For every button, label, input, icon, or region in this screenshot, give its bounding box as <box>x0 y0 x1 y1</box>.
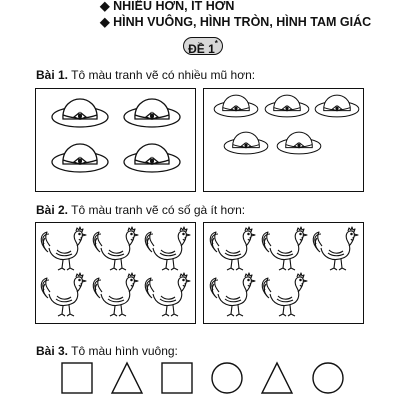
exercise-1-label: Bài 1. <box>36 68 69 82</box>
circle-shape-4[interactable] <box>212 363 242 393</box>
square-shape-3[interactable] <box>162 363 192 393</box>
triangle-shape-5[interactable] <box>262 363 292 393</box>
triangle-shape-2[interactable] <box>112 363 142 393</box>
exercise-2-text: Tô màu tranh vẽ có số gà ít hơn: <box>71 203 246 217</box>
square-shape-1[interactable] <box>62 363 92 393</box>
exercise-2-label: Bài 2. <box>36 203 69 217</box>
badge-mark: * <box>214 39 218 48</box>
exercise-3-text: Tô màu hình vuông: <box>71 344 178 358</box>
topic-1: ◆ NHIỀU HƠN, ÍT HƠN <box>100 0 235 13</box>
circle-shape-6[interactable] <box>313 363 343 393</box>
badge-label: ĐỀ 1 <box>188 42 215 56</box>
exercise-1-text: Tô màu tranh vẽ có nhiều mũ hơn: <box>71 68 256 82</box>
exercise-3-label: Bài 3. <box>36 344 69 358</box>
topic-2: ◆ HÌNH VUÔNG, HÌNH TRÒN, HÌNH TAM GIÁC <box>100 15 372 29</box>
